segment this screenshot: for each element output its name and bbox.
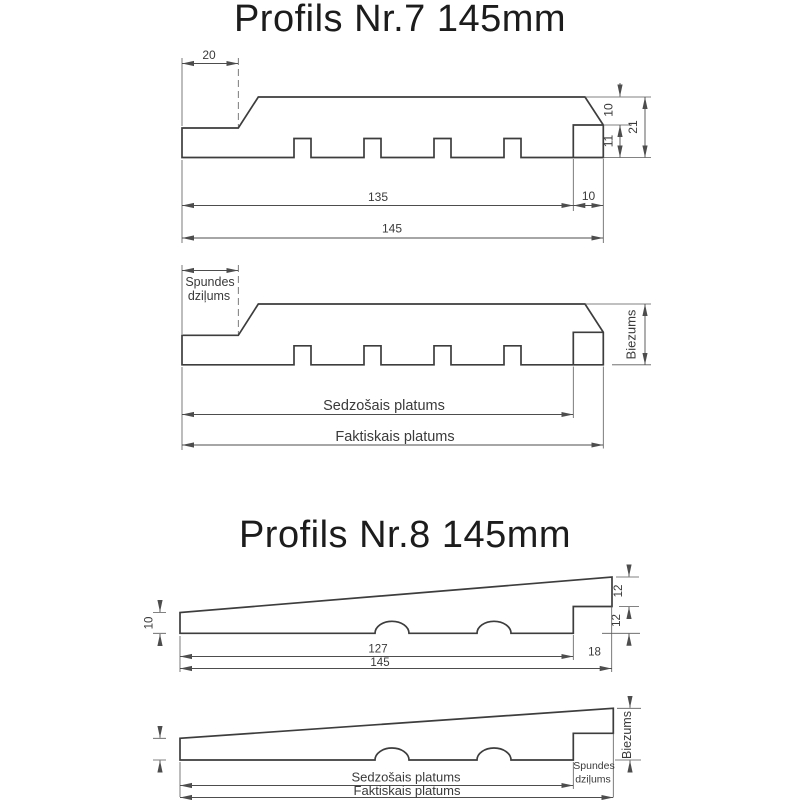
label-thickness: Biezums — [620, 711, 634, 759]
dim-total-width: 145 — [370, 656, 390, 669]
dim-edge-lower: 12 — [611, 614, 623, 627]
label-tongue-depth-line2: dziļums — [187, 289, 231, 303]
dim-edge-upper: 10 — [601, 103, 616, 117]
profile7-rebate-step — [573, 332, 603, 365]
profile8-labeled-drawing — [153, 697, 641, 799]
dim-edge-lower: 11 — [601, 134, 616, 148]
extension-line — [153, 738, 166, 760]
profile8-dimensioned-drawing — [144, 565, 641, 673]
dim-total-width: 145 — [381, 221, 403, 236]
label-total-width: Faktiskais platums — [353, 783, 461, 798]
dim-thickness-total: 21 — [626, 120, 640, 134]
label-tongue-depth-line1: Spundes — [185, 275, 235, 289]
profile8-outline — [180, 577, 612, 633]
label-cover-width: Sedzošais platums — [351, 769, 461, 785]
label-cover-width: Sedzošais platums — [323, 398, 445, 414]
label-tongue-depth-line1: Spundes — [573, 760, 615, 772]
section2-title: Profils Nr.8 145mm — [238, 514, 572, 556]
dim-cover-width: 135 — [367, 190, 389, 204]
extension-line — [585, 97, 651, 158]
dim-edge-upper: 12 — [613, 584, 625, 598]
profile7-labeled-drawing — [182, 265, 651, 450]
profile7-dimensioned-drawing — [182, 48, 651, 243]
dim-tongue-width: 20 — [202, 48, 216, 62]
profile7-rebate-step — [573, 125, 603, 158]
dim-overlap: 10 — [581, 189, 596, 203]
dim-cover-width: 127 — [368, 643, 388, 656]
label-thickness: Biezums — [623, 309, 639, 360]
label-tongue-depth-line2: dziļums — [575, 773, 611, 786]
extension-line — [585, 304, 651, 365]
dim-overlap: 18 — [588, 646, 601, 659]
profile7-outline — [182, 97, 603, 158]
label-total-width: Faktiskais platums — [335, 429, 455, 445]
profile7-outline — [182, 304, 603, 365]
profile8-outline — [180, 708, 613, 760]
section1-title: Profils Nr.7 145mm — [233, 0, 567, 40]
dim-left-height: 10 — [143, 616, 156, 630]
